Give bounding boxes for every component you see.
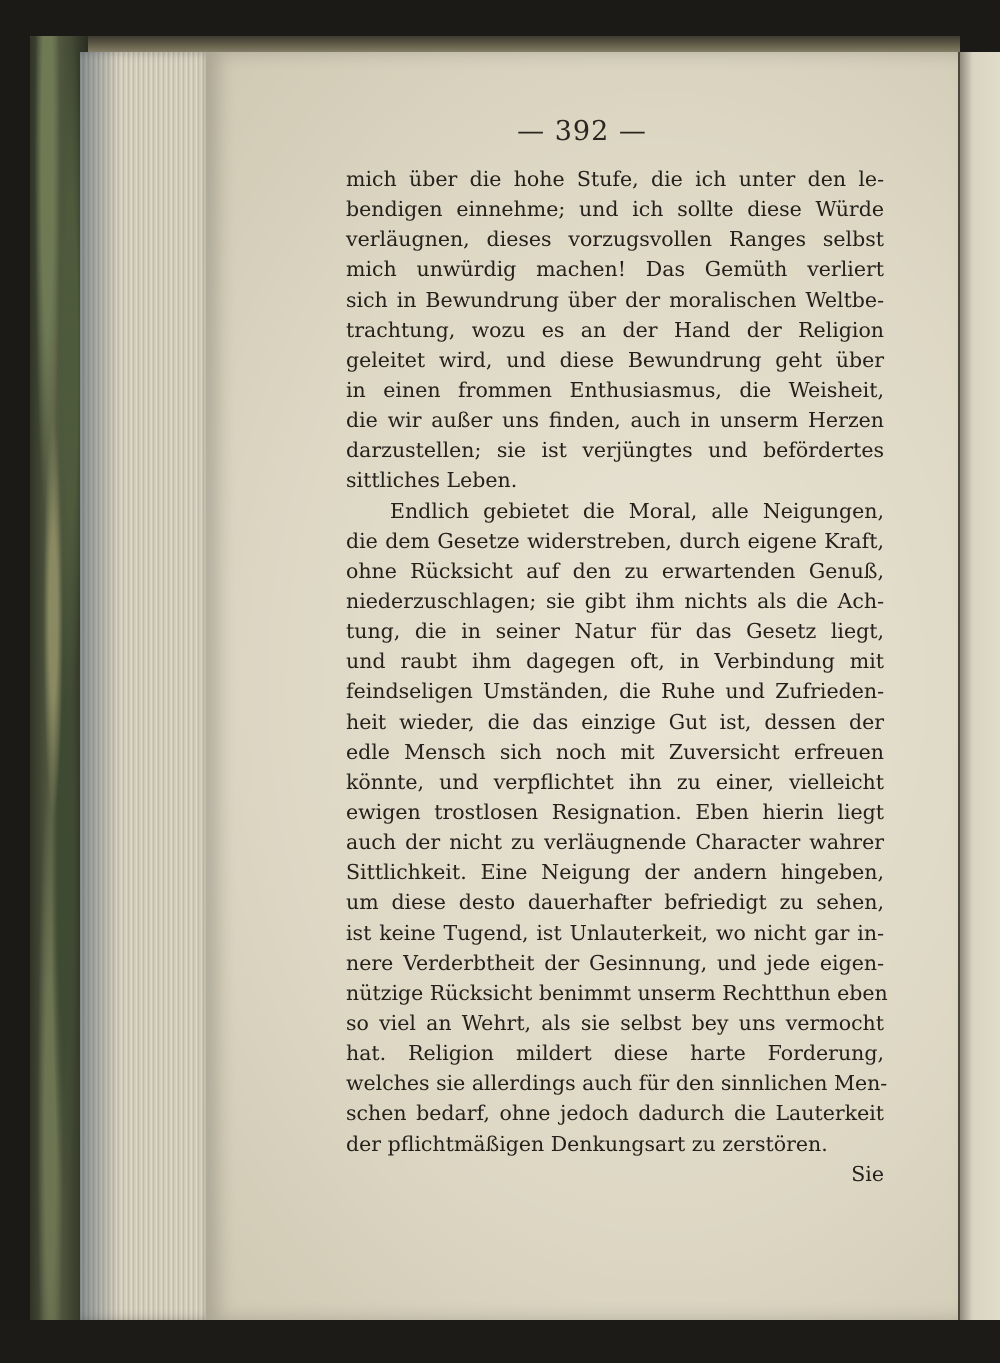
text-line: hat. Religion mildert diese harte Forderung, xyxy=(346,1041,884,1066)
catchword: Sie xyxy=(851,1161,884,1186)
text-line: sich in Bewundrung über der moralischen Weltbe- xyxy=(346,287,884,312)
page-number: — 392 — xyxy=(517,116,647,147)
text-line: trachtung, wozu es an der Hand der Religion xyxy=(346,317,884,342)
text-line: tung, die in seiner Natur für das Gesetz liegt, xyxy=(346,619,884,644)
text-line: in einen frommen Enthusiasmus, die Weisheit, xyxy=(346,377,884,402)
text-line: Endlich gebietet die Moral, alle Neigungen, xyxy=(390,498,884,523)
text-line: so viel an Wehrt, als sie selbst bey uns vermocht xyxy=(346,1010,884,1035)
text-line: mich über die hohe Stufe, die ich unter den le- xyxy=(346,167,884,191)
text-line: niederzuschlagen; sie gibt ihm nichts als die Ach- xyxy=(346,588,884,613)
body-text xyxy=(346,164,888,1189)
text-line: sittliches Leben. xyxy=(346,468,518,493)
text-line: ohne Rücksicht auf den zu erwartenden Genuß, xyxy=(346,558,884,583)
text-line: ist keine Tugend, ist Unlauterkeit, wo nicht gar in- xyxy=(346,920,884,945)
text-line: die dem Gesetze widerstreben, durch eigene Kraft, xyxy=(346,528,884,553)
text-line: bendigen einnehme; und ich sollte diese Würde xyxy=(346,197,884,222)
text-line: und raubt ihm dagegen oft, in Verbindung mit xyxy=(346,649,884,674)
text-line: auch der nicht zu verläugnende Character wahrer xyxy=(346,830,884,855)
text-line: geleitet wird, und diese Bewundrung geht über xyxy=(346,347,884,372)
text-line: ewigen trostlosen Resignation. Eben hierin liegt xyxy=(346,799,884,824)
text-line: um diese desto dauerhafter befriedigt zu sehen, xyxy=(346,890,884,915)
text-line: die wir außer uns finden, auch in unserm Herzen xyxy=(346,408,884,433)
text-line: Sittlichkeit. Eine Neigung der andern hingeben, xyxy=(346,860,884,885)
book-page xyxy=(206,52,958,1320)
text-line: der pflichtmäßigen Denkungsart zu zerstören. xyxy=(346,1131,828,1156)
paragraph xyxy=(346,496,888,1159)
text-line: nere Verderbtheit der Gesinnung, und jede eigen- xyxy=(346,950,884,975)
facing-page-edge xyxy=(958,52,1000,1320)
paragraph xyxy=(346,164,884,496)
page-edges-shadow xyxy=(80,52,120,1320)
text-line: nützige Rücksicht benimmt unserm Rechtthun eben xyxy=(346,980,888,1005)
text-line: verläugnen, dieses vorzugsvollen Ranges selbst xyxy=(346,227,884,252)
text-line: feindseligen Umständen, die Ruhe und Zufrieden- xyxy=(346,679,884,704)
text-line: darzustellen; sie ist verjüngtes und befördertes xyxy=(346,438,884,463)
background-strip xyxy=(0,1320,1000,1363)
text-line: könnte, und verpflichtet ihn zu einer, vielleicht xyxy=(346,769,884,794)
text-line: welches sie allerdings auch für den sinnlichen Men- xyxy=(346,1071,888,1096)
text-line: schen bedarf, ohne jedoch dadurch die Lauterkeit xyxy=(346,1101,884,1126)
text-line: mich unwürdig machen! Das Gemüth verliert xyxy=(346,257,884,282)
text-line: heit wieder, die das einzige Gut ist, dessen der xyxy=(346,709,884,734)
text-line: edle Mensch sich noch mit Zuversicht erfreuen xyxy=(346,739,884,764)
